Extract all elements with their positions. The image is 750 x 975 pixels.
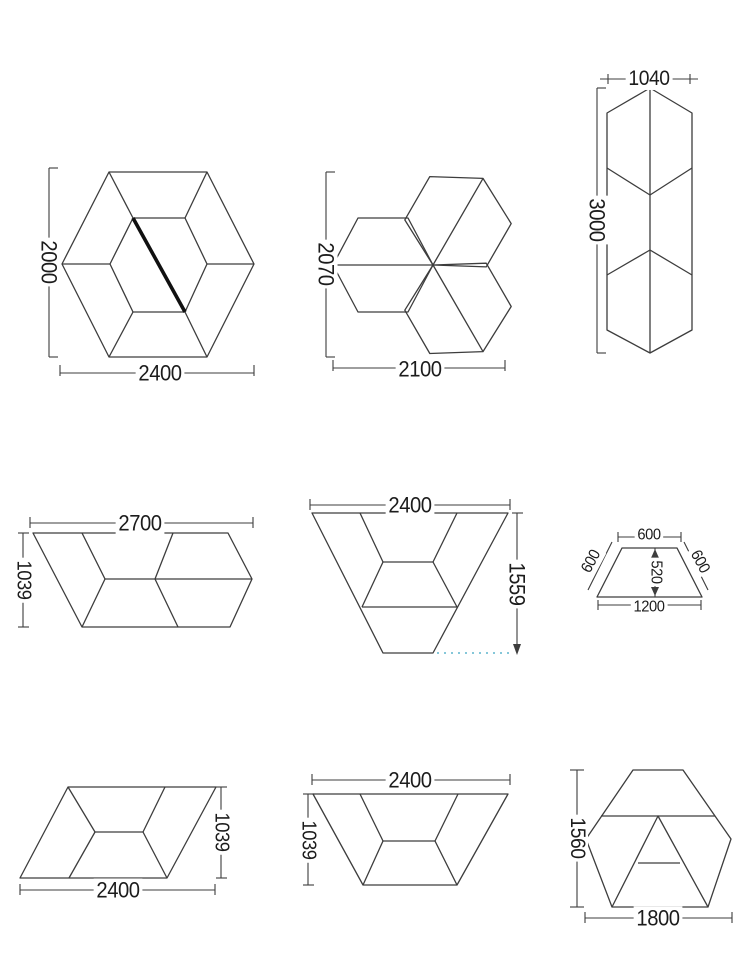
dim-label-parallelogram-height: 1039 bbox=[211, 810, 232, 855]
bold-divider-line bbox=[133, 218, 185, 312]
dim-label-hexagon-a-width: 1800 bbox=[634, 906, 683, 929]
dim-label-column-width: 1040 bbox=[626, 68, 673, 90]
dim-label-hexagon-combo-width: 2400 bbox=[136, 361, 185, 384]
dim-label-hexagon-a-height: 1560 bbox=[566, 815, 588, 862]
combined-hexagon-diagram bbox=[49, 168, 254, 376]
tall-trapezoid-diagram bbox=[310, 499, 523, 655]
outline bbox=[312, 513, 508, 653]
dim-label-hexagon-combo-height: 2000 bbox=[37, 238, 60, 287]
dim-label-parallelogram-width: 2400 bbox=[94, 878, 143, 901]
dim-label-trapezoid-width: 2400 bbox=[386, 768, 435, 791]
dim-label-trapezoid-tall-height: 1559 bbox=[505, 560, 528, 609]
dim-label-column-height: 3000 bbox=[585, 196, 608, 245]
dim-label-parallelogram-wide-width: 2700 bbox=[116, 511, 165, 534]
dim-label-cluster-height: 2070 bbox=[314, 240, 337, 289]
hexagon-a-diagram bbox=[570, 770, 732, 923]
dim-label-trapezoid-height: 1039 bbox=[298, 818, 319, 863]
outline bbox=[313, 794, 508, 885]
dim-label-small-trapezoid-right: 600 bbox=[685, 545, 713, 578]
dim-label-cluster-width: 2100 bbox=[396, 357, 445, 380]
a-divider bbox=[612, 816, 708, 907]
outline bbox=[586, 770, 731, 907]
dim-label-parallelogram-wide-height: 1039 bbox=[13, 558, 34, 603]
dim-label-small-trapezoid-height: 520 bbox=[647, 558, 664, 587]
hexagon-column-diagram bbox=[597, 74, 698, 353]
dim-label-small-trapezoid-left: 600 bbox=[578, 545, 606, 578]
dim-label-small-trapezoid-top: 600 bbox=[635, 528, 664, 545]
outline bbox=[33, 533, 252, 627]
three-hexagon-cluster-diagram bbox=[326, 172, 511, 371]
dim-label-small-trapezoid-bottom: 1200 bbox=[631, 600, 667, 617]
dim-label-trapezoid-tall-width: 2400 bbox=[386, 493, 435, 516]
